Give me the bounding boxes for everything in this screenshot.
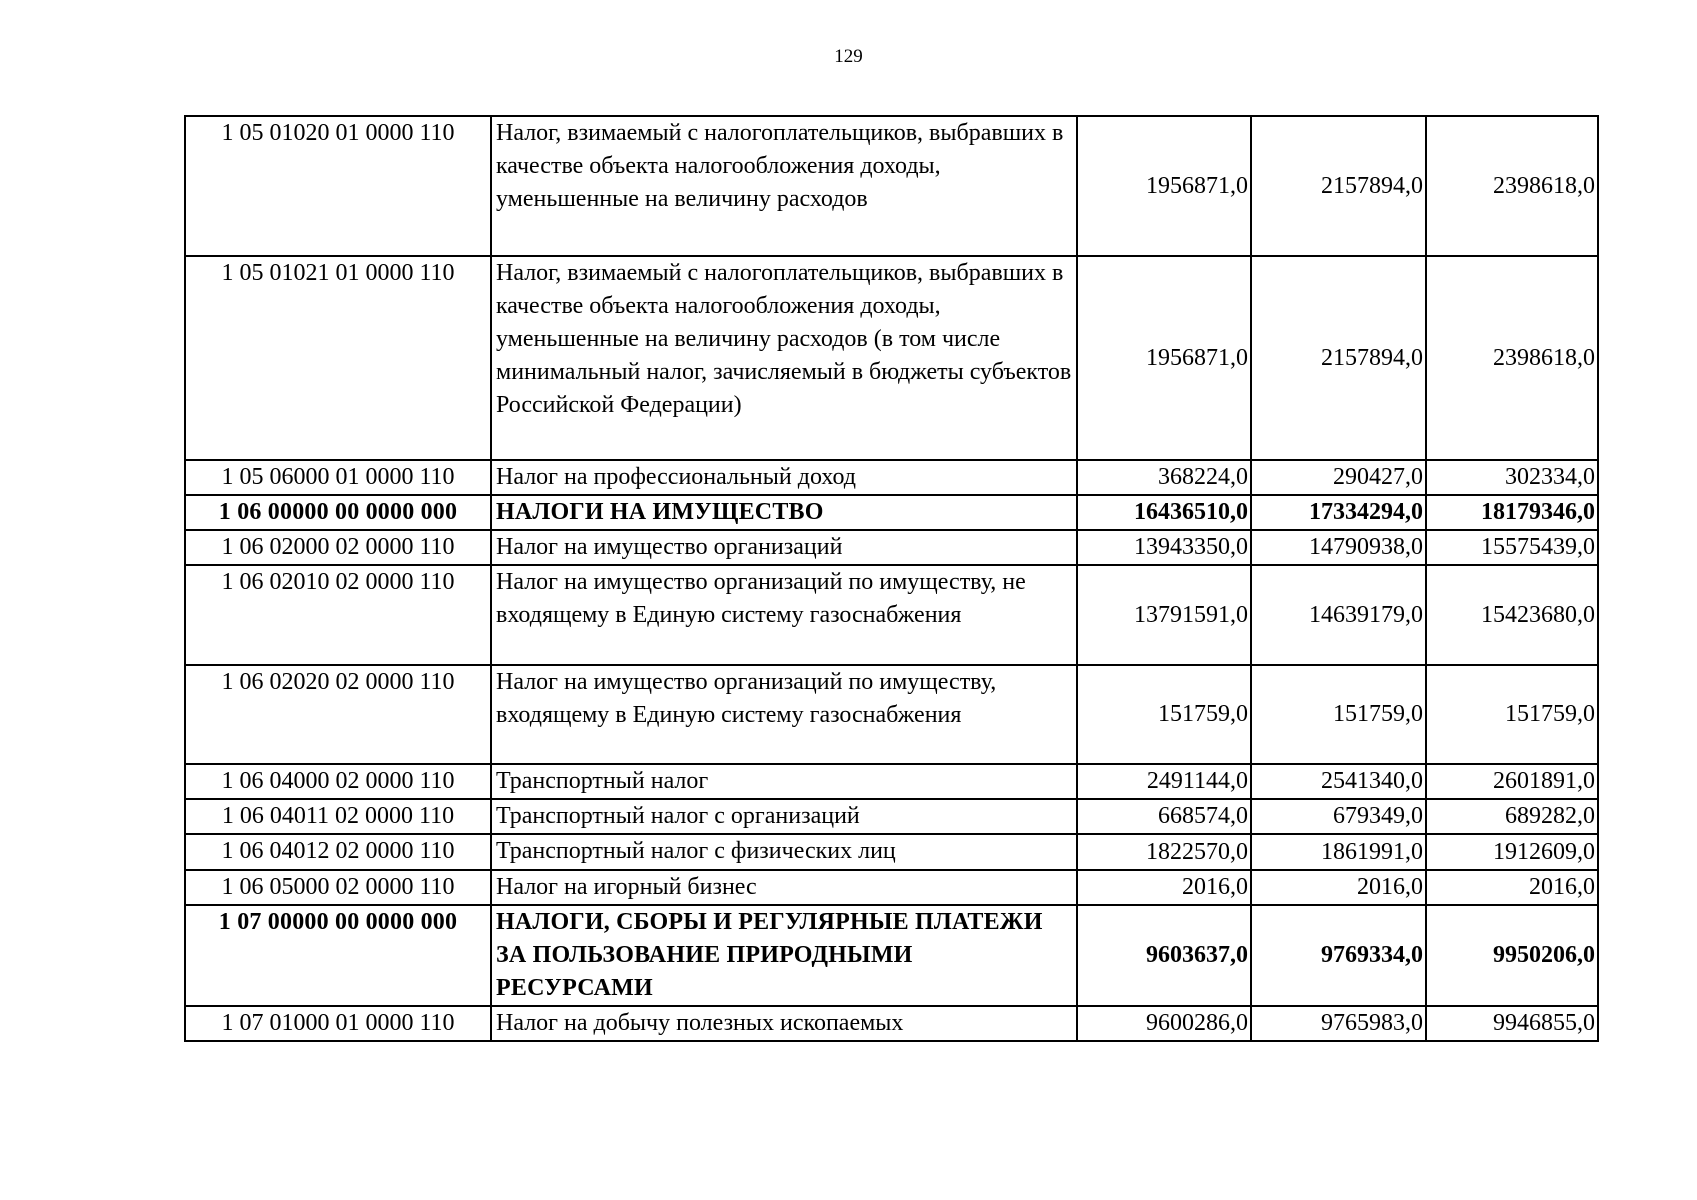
row-value-3: 18179346,0 [1426, 495, 1598, 530]
row-value-2: 290427,0 [1251, 460, 1426, 495]
row-value-3: 689282,0 [1426, 799, 1598, 834]
row-value-3: 15423680,0 [1426, 565, 1598, 665]
row-name: Транспортный налог [491, 764, 1077, 799]
row-code: 1 05 01021 01 0000 110 [185, 256, 491, 460]
row-code: 1 06 02020 02 0000 110 [185, 665, 491, 764]
table-row [185, 834, 1598, 870]
row-code: 1 06 04000 02 0000 110 [185, 764, 491, 799]
revenue-table [184, 115, 1599, 1042]
row-value-2: 2157894,0 [1251, 256, 1426, 460]
row-value-1: 13791591,0 [1077, 565, 1251, 665]
row-code: 1 07 00000 00 0000 000 [185, 905, 491, 1006]
row-value-2: 9765983,0 [1251, 1006, 1426, 1041]
row-name: Налог на профессиональный доход [491, 460, 1077, 495]
row-value-1: 1822570,0 [1077, 834, 1251, 870]
row-value-1: 2491144,0 [1077, 764, 1251, 799]
row-value-2: 14639179,0 [1251, 565, 1426, 665]
table-row [185, 799, 1598, 834]
row-value-3: 2398618,0 [1426, 256, 1598, 460]
row-value-2: 2541340,0 [1251, 764, 1426, 799]
row-code: 1 06 02000 02 0000 110 [185, 530, 491, 565]
row-value-2: 679349,0 [1251, 799, 1426, 834]
page-number: 129 [834, 46, 863, 67]
row-value-3: 2398618,0 [1426, 116, 1598, 256]
row-name: Налог на имущество организаций по имуществу, входящему в Единую систему газоснабжения [491, 665, 1077, 764]
row-code: 1 06 00000 00 0000 000 [185, 495, 491, 530]
table-row [185, 495, 1598, 530]
table-row [185, 665, 1598, 764]
row-value-1: 9603637,0 [1077, 905, 1251, 1006]
row-code: 1 07 01000 01 0000 110 [185, 1006, 491, 1041]
table-row [185, 870, 1598, 905]
row-name: Налог, взимаемый с налогоплательщиков, выбравших в качестве объекта налогообложения доходы, уменьшенные на величину расходов (в том числе минимальный налог, зачисляемый в бюджеты субъектов Российской Федерации) [491, 256, 1077, 460]
row-value-2: 14790938,0 [1251, 530, 1426, 565]
table-row [185, 905, 1598, 1006]
table-row [185, 256, 1598, 460]
table-row [185, 116, 1598, 256]
row-value-3: 9946855,0 [1426, 1006, 1598, 1041]
row-code: 1 05 01020 01 0000 110 [185, 116, 491, 256]
row-value-1: 1956871,0 [1077, 116, 1251, 256]
row-value-1: 368224,0 [1077, 460, 1251, 495]
table-row [185, 530, 1598, 565]
row-value-2: 151759,0 [1251, 665, 1426, 764]
row-value-2: 9769334,0 [1251, 905, 1426, 1006]
row-value-3: 2016,0 [1426, 870, 1598, 905]
row-name: НАЛОГИ НА ИМУЩЕСТВО [491, 495, 1077, 530]
row-value-3: 1912609,0 [1426, 834, 1598, 870]
row-value-2: 2016,0 [1251, 870, 1426, 905]
row-name: Транспортный налог с физических лиц [491, 834, 1077, 870]
row-name: Налог, взимаемый с налогоплательщиков, выбравших в качестве объекта налогообложения доходы, уменьшенные на величину расходов [491, 116, 1077, 256]
row-value-1: 1956871,0 [1077, 256, 1251, 460]
row-code: 1 06 02010 02 0000 110 [185, 565, 491, 665]
row-code: 1 05 06000 01 0000 110 [185, 460, 491, 495]
row-value-3: 9950206,0 [1426, 905, 1598, 1006]
row-value-1: 16436510,0 [1077, 495, 1251, 530]
row-value-2: 2157894,0 [1251, 116, 1426, 256]
row-name: Транспортный налог с организаций [491, 799, 1077, 834]
row-name: Налог на игорный бизнес [491, 870, 1077, 905]
row-value-2: 17334294,0 [1251, 495, 1426, 530]
row-value-3: 151759,0 [1426, 665, 1598, 764]
row-value-3: 2601891,0 [1426, 764, 1598, 799]
row-value-1: 151759,0 [1077, 665, 1251, 764]
row-name: Налог на добычу полезных ископаемых [491, 1006, 1077, 1041]
row-value-1: 9600286,0 [1077, 1006, 1251, 1041]
row-value-1: 668574,0 [1077, 799, 1251, 834]
row-value-3: 302334,0 [1426, 460, 1598, 495]
row-name: НАЛОГИ, СБОРЫ И РЕГУЛЯРНЫЕ ПЛАТЕЖИ ЗА ПОЛЬЗОВАНИЕ ПРИРОДНЫМИ РЕСУРСАМИ [491, 905, 1077, 1006]
row-code: 1 06 04011 02 0000 110 [185, 799, 491, 834]
row-code: 1 06 05000 02 0000 110 [185, 870, 491, 905]
row-value-3: 15575439,0 [1426, 530, 1598, 565]
table-row [185, 764, 1598, 799]
table-body [185, 116, 1598, 1041]
row-code: 1 06 04012 02 0000 110 [185, 834, 491, 870]
row-name: Налог на имущество организаций по имуществу, не входящему в Единую систему газоснабжения [491, 565, 1077, 665]
row-value-1: 2016,0 [1077, 870, 1251, 905]
row-value-1: 13943350,0 [1077, 530, 1251, 565]
row-value-2: 1861991,0 [1251, 834, 1426, 870]
table-row [185, 565, 1598, 665]
row-name: Налог на имущество организаций [491, 530, 1077, 565]
table-row [185, 1006, 1598, 1041]
table-row [185, 460, 1598, 495]
